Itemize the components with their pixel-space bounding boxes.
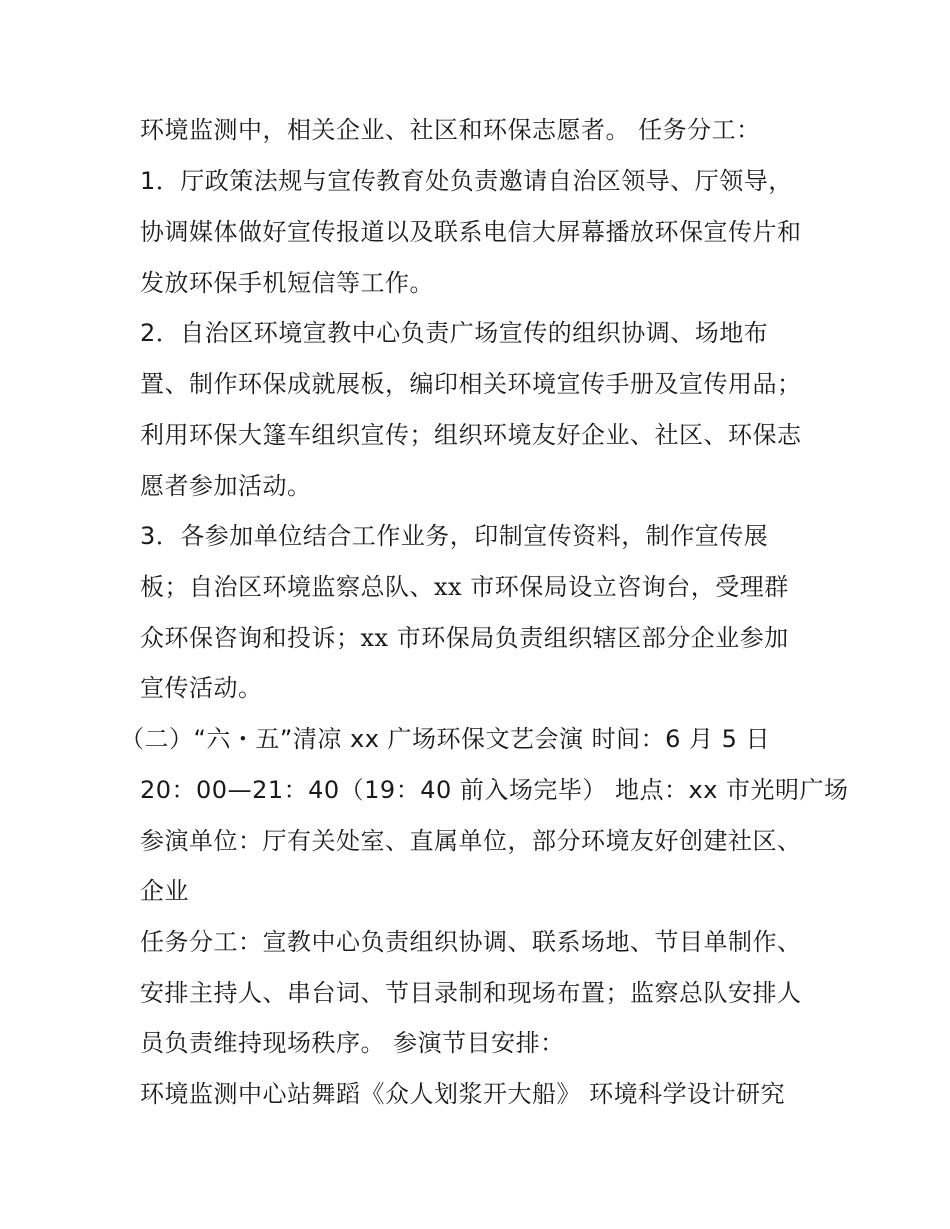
- text-line: 企业: [140, 877, 189, 905]
- text-line: 愿者参加活动。: [140, 472, 312, 500]
- text-line: 2．自治区环境宣教中心负责广场宣传的组织协调、场地布: [140, 319, 769, 347]
- text-line: 众环保咨询和投诉；xx 市环保局负责组织辖区部分企业参加: [140, 624, 789, 652]
- text-line: 任务分工：宣教中心负责组织协调、联系场地、节目单制作、: [140, 928, 802, 956]
- text-line: 利用环保大篷车组织宣传；组织环境友好企业、社区、环保志: [140, 421, 802, 449]
- text-line: 环境监测中，相关企业、社区和环保志愿者。 任务分工：: [140, 116, 761, 144]
- text-line: 20：00—21：40（19：40 前入场完毕） 地点：xx 市光明广场: [140, 776, 849, 804]
- text-line: 安排主持人、串台词、节目录制和现场布置；监察总队安排人: [140, 979, 802, 1007]
- text-line: 参演单位：厅有关处室、直属单位，部分环境友好创建社区、: [140, 827, 802, 855]
- text-line: 板；自治区环境监察总队、xx 市环保局设立咨询台，受理群: [140, 573, 789, 601]
- text-line: 宣传活动。: [140, 674, 263, 702]
- text-line: 员负责维持现场秩序。 参演节目安排：: [140, 1029, 565, 1057]
- text-line: 发放环保手机短信等工作。: [140, 269, 434, 297]
- text-line: 置、制作环保成就展板，编印相关环境宣传手册及宣传用品；: [140, 370, 802, 398]
- text-line: 环境监测中心站舞蹈《众人划浆开大船》 环境科学设计研究: [140, 1080, 786, 1108]
- text-line: 协调媒体做好宣传报道以及联系电信大屏幕播放环保宣传片和: [140, 218, 802, 246]
- text-line: 1．厅政策法规与宣传教育处负责邀请自治区领导、厅领导，: [140, 167, 793, 195]
- text-line: 3．各参加单位结合工作业务，印制宣传资料，制作宣传展: [140, 522, 769, 550]
- section-heading: （二）“六・五”清凉 xx 广场环保文艺会演 时间：6 月 5 日: [120, 725, 771, 753]
